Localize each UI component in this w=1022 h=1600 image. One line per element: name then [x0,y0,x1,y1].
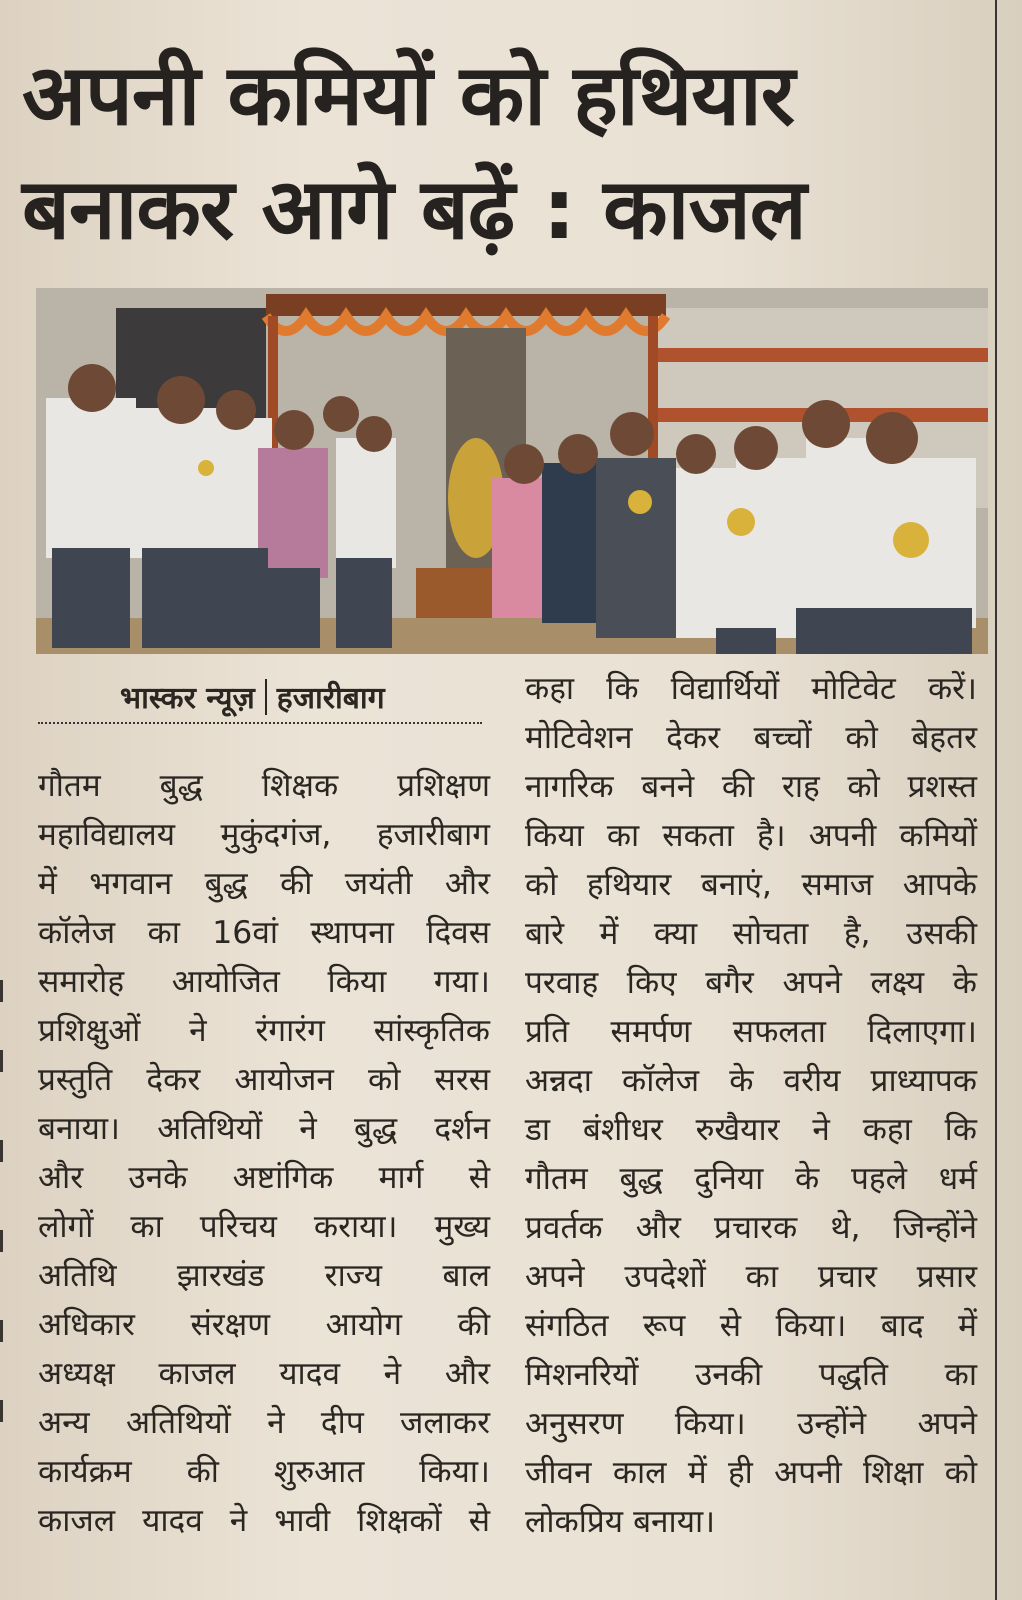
article-line: काजल यादव ने भावी शिक्षकों से [38,1503,490,1539]
headline-line-1: अपनी कमियों को हथियार [22,46,795,144]
article-line: प्रशिक्षुओं ने रंगारंग सांस्कृतिक [38,1013,490,1049]
article-line: परवाह किए बगैर अपने लक्ष्य के [525,965,977,1001]
article-line: गौतम बुद्ध शिक्षक प्रशिक्षण [38,768,490,804]
article-line: में भगवान बुद्ध की जयंती और [38,866,490,902]
byline-source: भास्कर न्यूज़ [120,681,255,716]
article-line: नागरिक बनने की राह को प्रशस्त [525,769,977,805]
article-line: बनाया। अतिथियों ने बुद्ध दर्शन [38,1111,490,1147]
article-line: और उनके अष्टांगिक मार्ग से [38,1160,490,1196]
dotted-divider [38,722,482,724]
article-line: समारोह आयोजित किया गया। [38,964,490,1000]
headline [22,38,982,266]
news-photo [36,288,988,654]
article-line: अन्नदा कॉलेज के वरीय प्राध्यापक [525,1063,977,1099]
event-photo-illustration [36,288,988,654]
article-line: मिशनरियों उनकी पद्धति का [525,1357,977,1393]
article-line: महाविद्यालय मुकुंदगंज, हजारीबाग [38,817,490,853]
article-line: अनुसरण किया। उन्होंने अपने [525,1406,977,1442]
article-line: कहा कि विद्यार्थियों मोटिवेट करें। [525,671,977,707]
article-line: किया का सकता है। अपनी कमियों [525,818,977,854]
article-line: कॉलेज का 16वां स्थापना दिवस [38,915,490,951]
article-line: अपने उपदेशों का प्रचार प्रसार [525,1259,977,1295]
article-line: अतिथि झारखंड राज्य बाल [38,1258,490,1294]
article-line: अन्य अतिथियों ने दीप जलाकर [38,1405,490,1441]
article-line: अध्यक्ष काजल यादव ने और [38,1356,490,1392]
article-line: जीवन काल में ही अपनी शिक्षा को [525,1455,977,1491]
byline-location: हजारीबाग [276,681,385,716]
article-line: लोगों का परिचय कराया। मुख्य [38,1209,490,1245]
article-line: संगठित रूप से किया। बाद में [525,1308,977,1344]
margin-marks [0,900,6,1460]
article-line: बारे में क्या सोचता है, उसकी [525,916,977,952]
article-line: गौतम बुद्ध दुनिया के पहले धर्म [525,1161,977,1197]
article-line: डा बंशीधर रुखैयार ने कहा कि [525,1112,977,1148]
article-column-right [525,665,977,1547]
column-rule [995,0,997,1600]
article-line: मोटिवेशन देकर बच्चों को बेहतर [525,720,977,756]
article-column-left [38,762,490,1546]
article-line: अधिकार संरक्षण आयोग की [38,1307,490,1343]
byline-divider [265,679,267,715]
byline [120,676,385,717]
article-line: लोकप्रिय बनाया। [525,1504,716,1540]
article-line: कार्यक्रम की शुरुआत किया। [38,1454,490,1490]
article-line: को हथियार बनाएं, समाज आपके [525,867,977,903]
article-line: प्रवर्तक और प्रचारक थे, जिन्होंने [525,1210,977,1246]
article-line: प्रस्तुति देकर आयोजन को सरस [38,1062,490,1098]
article-line: प्रति समर्पण सफलता दिलाएगा। [525,1014,977,1050]
headline-line-2: बनाकर आगे बढ़ें : काजल [22,160,806,258]
